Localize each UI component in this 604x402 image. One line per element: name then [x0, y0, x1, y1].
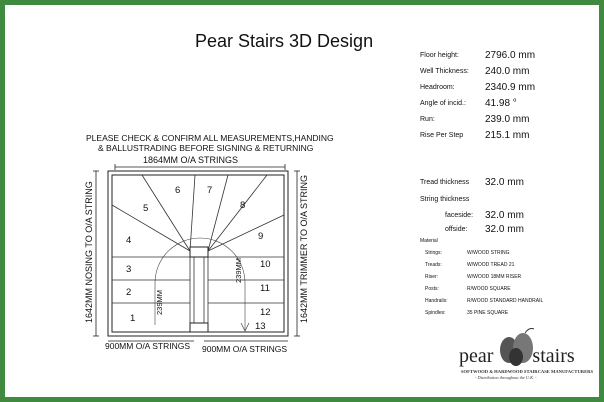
spec-well-thickness-value: 240.0 mm	[485, 66, 530, 77]
spec-rise-value: 215.1 mm	[485, 130, 530, 141]
spec-headroom-value: 2340.9 mm	[485, 82, 536, 93]
left-dimension-label: 1642MM NOSING TO O/A STRING	[84, 181, 94, 323]
material-strings-label: Strings:	[425, 250, 442, 256]
tread-thickness-value: 32.0 mm	[485, 177, 524, 188]
note-line-1: PLEASE CHECK & CONFIRM ALL MEASUREMENTS,HANDING	[86, 133, 334, 143]
logo-word-left: pear	[459, 345, 494, 367]
material-treads-value: W/WOOD TREAD 21	[467, 262, 515, 268]
note-line-2: & BALLUSTRADING BEFORE SIGNING & RETURNING	[98, 143, 314, 153]
step-number-11: 11	[260, 283, 270, 294]
step-number-9: 9	[258, 231, 264, 242]
bottom-newel	[190, 323, 208, 332]
step-number-7: 7	[207, 185, 213, 196]
material-strings-value: W/WOOD STRING	[467, 250, 510, 256]
step-number-13: 13	[255, 321, 266, 332]
spec-floor-height-value: 2796.0 mm	[485, 50, 536, 61]
faceside-label: faceside:	[445, 212, 474, 219]
top-dimension-label: 1864MM O/A STRINGS	[143, 155, 239, 165]
step-number-10: 10	[260, 259, 271, 270]
step-number-3: 3	[126, 264, 132, 275]
page-title: Pear Stairs 3D Design	[195, 31, 374, 51]
logo-subtagline: - Distribution throughout the U.K. -	[475, 375, 537, 380]
right-flight-treads	[204, 257, 284, 332]
material-riser-value: W/WOOD 18MM RISER	[467, 274, 522, 280]
logo-tagline: SOFTWOOD & HARDWOOD STAIRCASE MANUFACTURERS	[461, 369, 594, 374]
logo-word-right: stairs	[532, 345, 575, 367]
string-thickness-label: String thickness	[420, 196, 470, 203]
spec-floor-height-label: Floor height:	[420, 52, 459, 59]
offside-value: 32.0 mm	[485, 224, 524, 235]
inner-left-dimension: 239MM	[155, 289, 164, 315]
bottom-left-dimension-label: 900MM O/A STRINGS	[105, 341, 191, 351]
material-spindles-label: Spindles:	[425, 310, 446, 316]
material-riser-label: Riser:	[425, 274, 439, 280]
spec-angle-label: Angle of incid.:	[420, 100, 466, 107]
offside-label: offside:	[445, 226, 468, 233]
step-number-2: 2	[126, 287, 132, 298]
faceside-value: 32.0 mm	[485, 210, 524, 221]
step-number-5: 5	[143, 203, 149, 214]
bottom-right-dimension-label: 900MM O/A STRINGS	[202, 344, 288, 354]
material-spindles-value: 35 PINE SQUARE	[467, 310, 509, 316]
material-handrails-label: Handrails:	[425, 298, 448, 304]
left-flight-treads	[112, 257, 194, 332]
step-number-8: 8	[240, 200, 246, 211]
spec-run-value: 239.0 mm	[485, 114, 530, 125]
step-number-6: 6	[175, 185, 181, 196]
logo-wordmark	[459, 345, 575, 368]
drawing-sheet	[5, 5, 599, 397]
step-number-labels	[126, 185, 271, 332]
step-number-12: 12	[260, 307, 271, 318]
inner-right-dimension: 239MM	[234, 257, 243, 283]
material-heading: Material	[420, 238, 438, 244]
spec-run-label: Run:	[420, 116, 435, 123]
tread-thickness-label: Tread thickness	[420, 179, 470, 186]
step-number-4: 4	[126, 235, 132, 246]
right-dimension-label: 1642MM TRIMMER TO O/A STRING	[299, 174, 309, 323]
material-handrails-value: R/WOOD STANDARD HANDRAIL	[467, 298, 544, 304]
step-number-1: 1	[130, 313, 136, 324]
central-newel	[190, 247, 208, 257]
material-treads-label: Treads:	[425, 262, 442, 268]
spec-headroom-label: Headroom:	[420, 84, 455, 91]
material-posts-label: Posts:	[425, 286, 439, 292]
stair-plan-diagram	[5, 5, 599, 397]
spec-angle-value: 41.98 °	[485, 98, 517, 109]
spec-rise-label: Rise Per Step	[420, 132, 464, 139]
spec-well-thickness-label: Well Thickness:	[420, 68, 469, 75]
material-posts-value: R/WOOD SQUARE	[467, 286, 511, 292]
